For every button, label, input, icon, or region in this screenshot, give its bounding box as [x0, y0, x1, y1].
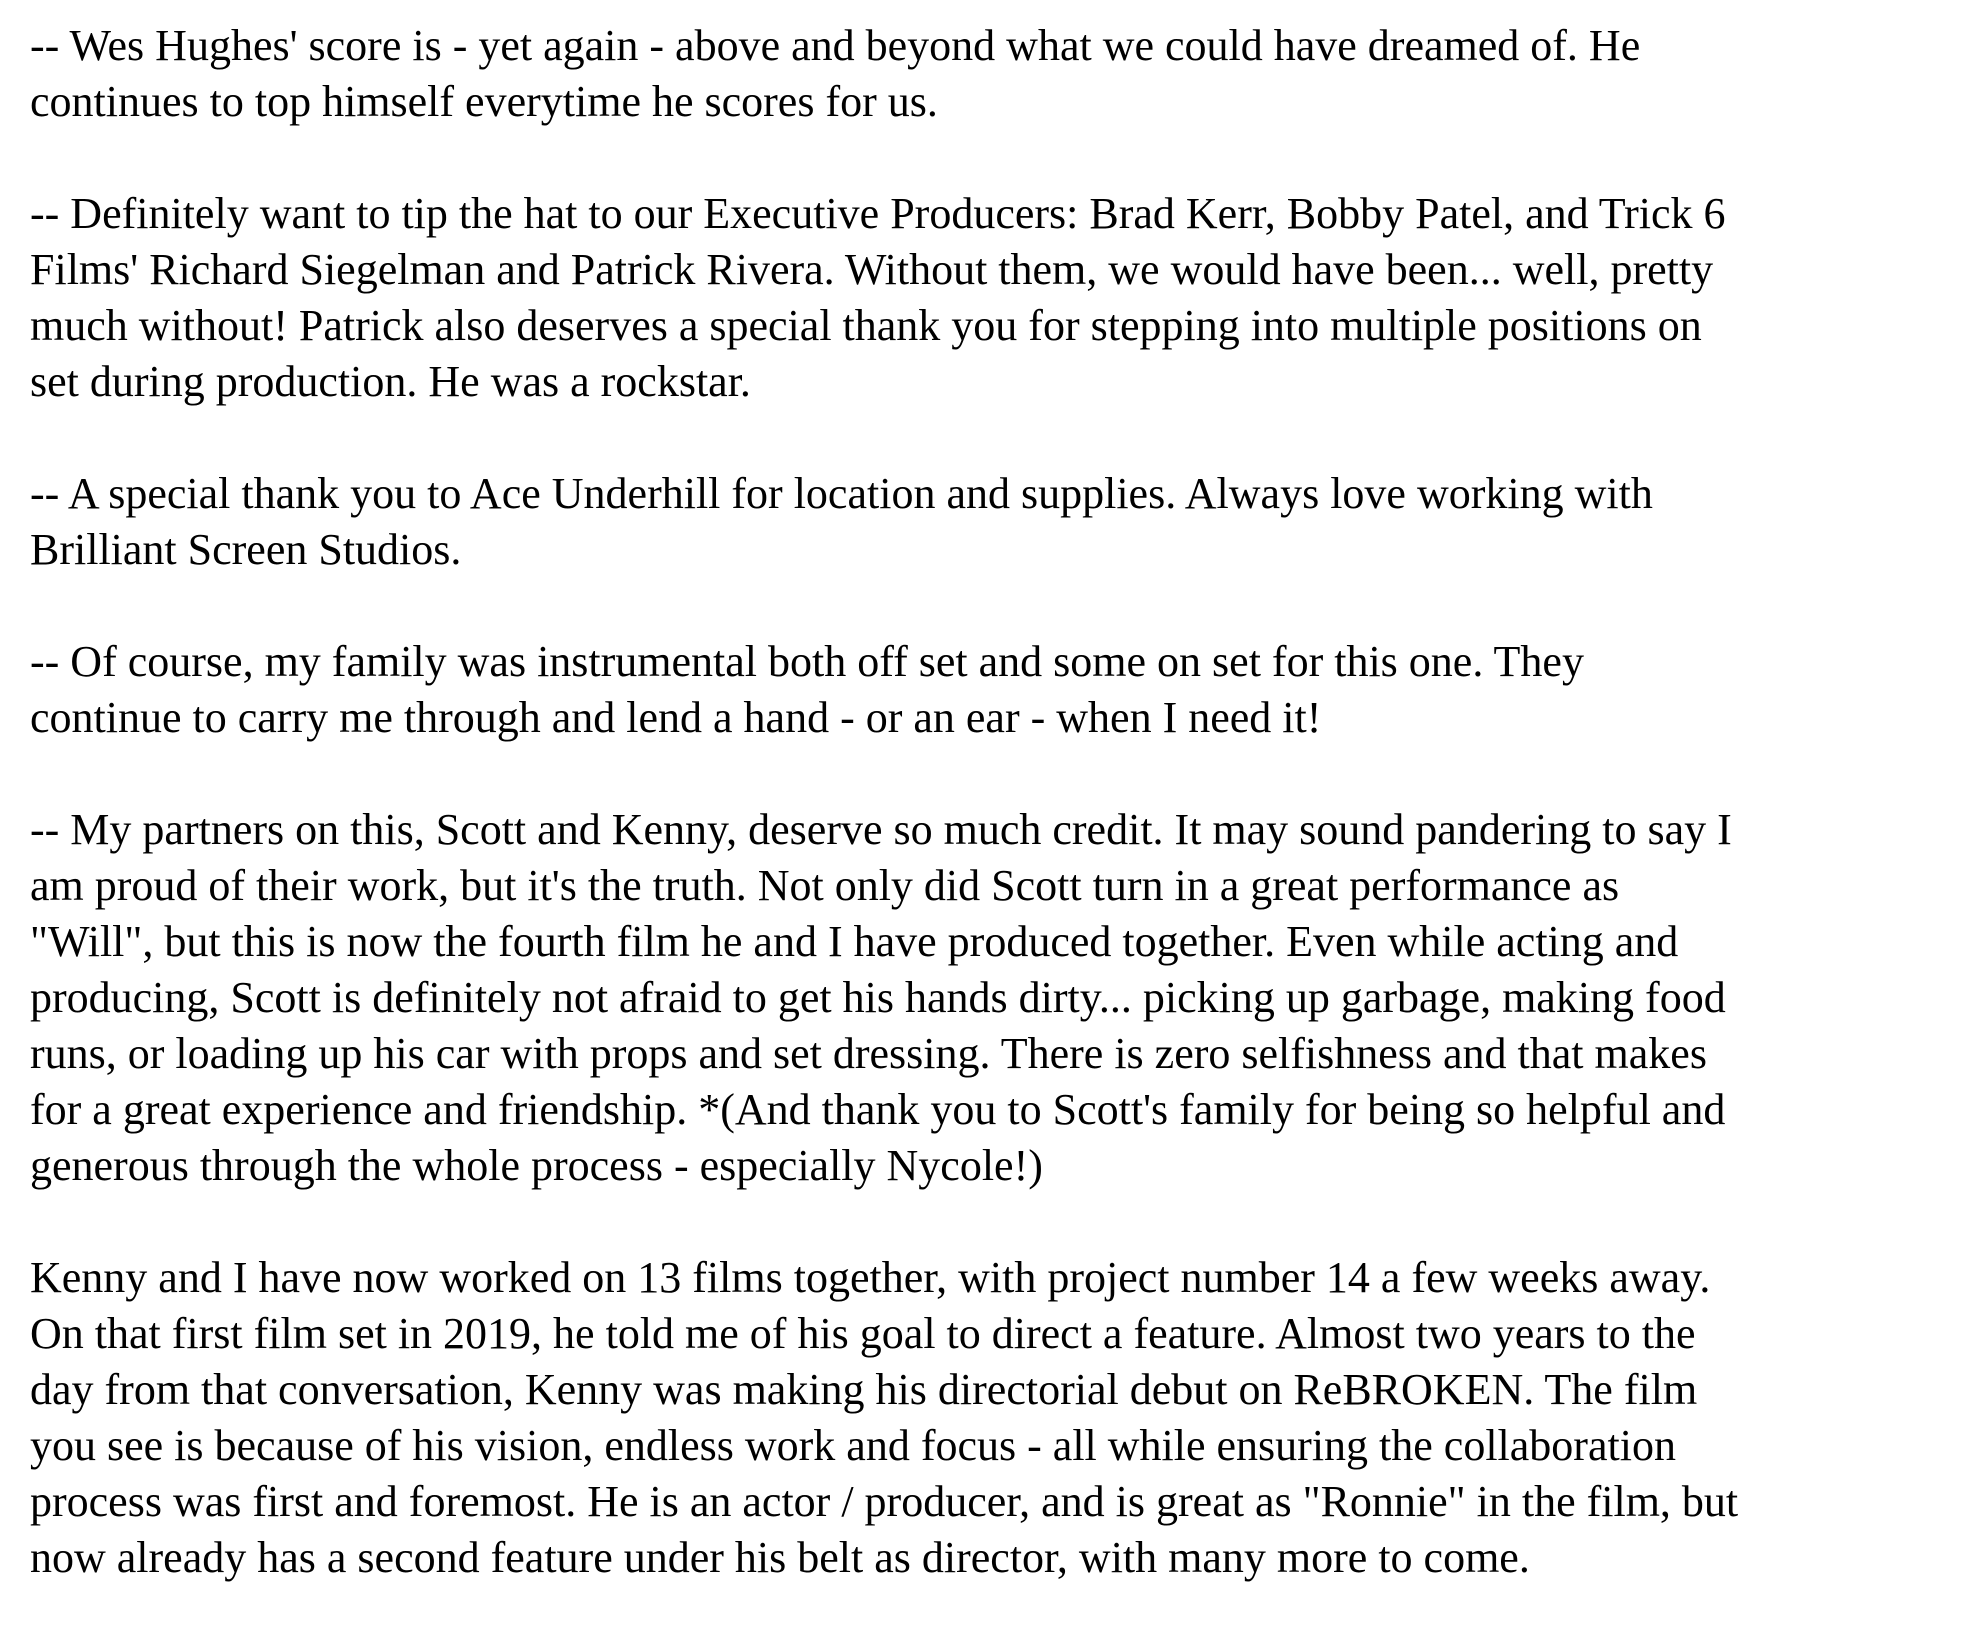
text-line: On that first film set in 2019, he told me of his goal to direct a feature. Almost two years to the [30, 1309, 1696, 1358]
text-line: Kenny and I have now worked on 13 films together, with project number 14 a few weeks away. [30, 1253, 1711, 1302]
text-line: -- A special thank you to Ace Underhill for location and supplies. Always love working with [30, 469, 1653, 518]
text-line: producing, Scott is definitely not afraid to get his hands dirty... picking up garbage, making food [30, 973, 1726, 1022]
paragraph-partners [30, 802, 1950, 1194]
paragraph-location-thanks [30, 466, 1950, 578]
text-line: -- Wes Hughes' score is - yet again - above and beyond what we could have dreamed of. He [30, 21, 1641, 70]
text-line: day from that conversation, Kenny was making his directorial debut on ReBROKEN. The film [30, 1365, 1698, 1414]
text-line: "Will", but this is now the fourth film he and I have produced together. Even while acting and [30, 917, 1679, 966]
text-line: -- My partners on this, Scott and Kenny, deserve so much credit. It may sound pandering to say I [30, 805, 1732, 854]
document-body [30, 18, 1950, 1642]
text-line: set during production. He was a rockstar. [30, 357, 751, 406]
text-line: -- Definitely want to tip the hat to our Executive Producers: Brad Kerr, Bobby Patel, and Trick 6 [30, 189, 1726, 238]
text-line: for a great experience and friendship. *(And thank you to Scott's family for being so helpful and [30, 1085, 1726, 1134]
text-line: Films' Richard Siegelman and Patrick Rivera. Without them, we would have been... well, pretty [30, 245, 1714, 294]
text-line: process was first and foremost. He is an actor / producer, and is great as "Ronnie" in the film, but [30, 1477, 1739, 1526]
paragraph-family [30, 634, 1950, 746]
text-line: continue to carry me through and lend a hand - or an ear - when I need it! [30, 693, 1322, 742]
text-line: runs, or loading up his car with props and set dressing. There is zero selfishness and that makes [30, 1029, 1707, 1078]
paragraph-executive-producers [30, 186, 1950, 410]
text-line: you see is because of his vision, endless work and focus - all while ensuring the collaboration [30, 1421, 1676, 1470]
text-line: -- Of course, my family was instrumental both off set and some on set for this one. They [30, 637, 1584, 686]
text-line: Brilliant Screen Studios. [30, 525, 462, 574]
text-line: continues to top himself everytime he scores for us. [30, 77, 938, 126]
text-line: am proud of their work, but it's the truth. Not only did Scott turn in a great performance as [30, 861, 1620, 910]
paragraph-score [30, 18, 1950, 130]
paragraph-kenny [30, 1250, 1950, 1586]
text-line: generous through the whole process - especially Nycole!) [30, 1141, 1043, 1190]
text-line: much without! Patrick also deserves a special thank you for stepping into multiple positions on [30, 301, 1702, 350]
text-line: now already has a second feature under his belt as director, with many more to come. [30, 1533, 1530, 1582]
